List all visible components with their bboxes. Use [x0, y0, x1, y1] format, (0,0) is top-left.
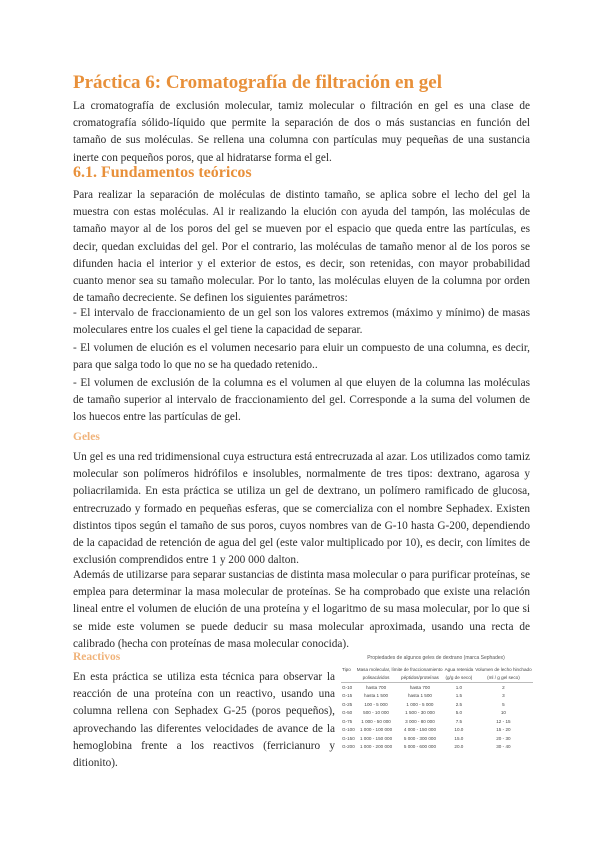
- table-subheader-row: [341, 674, 533, 683]
- table-cell: 3: [502, 693, 505, 699]
- table-row: [341, 683, 533, 692]
- table-row: [341, 743, 533, 752]
- table-title: Propiedades de algunos geles de dextrano (marca Sephadex): [367, 655, 505, 661]
- table-cell: 10.0: [454, 727, 464, 733]
- table-cell: G-10: [342, 684, 353, 690]
- table-cell: 15 - 20: [496, 727, 511, 733]
- sephadex-table: [341, 655, 531, 755]
- table-cell: G-75: [342, 718, 353, 724]
- table-row: [341, 709, 533, 718]
- table-row: [341, 734, 533, 743]
- table-cell: 1 000 - 150 000: [359, 735, 393, 741]
- table-cell: 1 500 - 30 000: [405, 710, 435, 716]
- table-cell: 7.5: [455, 718, 463, 724]
- geles-paragraph-1: Un gel es una red tridimensional cuya estructura está entrecruzada al azar. Los utilizados como tamiz molecular son polímeros hidrófilos e insolubles, normalmente de tres tipos: dextrano, agarosa y poliacrilamida. En esta práctica se utiliza un gel de dextrano, un polímero ramificado de glucosa, entrecruzado y formado en pequeñas esferas, que se comercializa con el nombre Sephadex. Existen distintos tipos según el tamaño de sus poros, cuyos nombres van de G-10 hasta G-200, dependiendo de la capacidad de retención de agua del gel (este valor multiplicado por 10), es decir, con límites de exclusión comprendidos entre 1 y 200 000 dalton.: [73, 451, 530, 567]
- table-subheader-cell: (ml / g gel seco): [487, 675, 520, 681]
- table-cell: G-50: [342, 710, 353, 716]
- table-header-row: [341, 665, 533, 674]
- table-cell: 3 000 - 80 000: [405, 718, 435, 724]
- table-row: [341, 692, 533, 701]
- table-cell: hasta 700: [365, 684, 387, 690]
- table-cell: 1 000 - 200 000: [359, 744, 393, 750]
- table-subheader-cell: polisacáridos: [362, 675, 390, 681]
- table-cell: 1.0: [455, 684, 463, 690]
- bullet-elucion: - El volumen de elución es el volumen necesario para eluir un compuesto de una columna, es decir, para que salga todo lo que no se ha quedado retenido..: [73, 342, 530, 372]
- table-cell: 500 - 10 000: [363, 710, 389, 716]
- table-cell: G-150: [342, 735, 355, 741]
- table-cell: 10: [500, 710, 506, 716]
- table-header-cell: Volumen de lecho hinchado: [475, 666, 532, 672]
- table-row: [341, 717, 533, 726]
- section-heading: 6.1. Fundamentos teóricos: [73, 164, 252, 181]
- table-subheader-cell: péptidos/proteínas: [401, 675, 439, 681]
- geles-paragraph-2: Además de utilizarse para separar sustancias de distinta masa molecular o para purificar proteínas, se emplea para determinar la masa molecular de proteínas. Se ha comprobado que existe una relación lineal entre el volumen de elución de una proteína y el logaritmo de su masa molecular, por lo que si se mide este volumen se puede deducir su masa molecular aproximada, usando una recta de calibrado (hecha con proteínas de masa molecular conocida).: [73, 569, 530, 650]
- table-cell: hasta 1 500: [407, 693, 432, 699]
- reactivos-heading: Reactivos: [73, 651, 121, 663]
- reactivos-paragraph: En esta práctica se utiliza esta técnica para observar la reacción de una proteína con un reactivo, usando una columna rellena con Sephadex G-25 (poros pequeños), aprovechando las diferentes velocidades de avance de la hemoglobina frente a los reactivos (ferricianuro y ditionito).: [73, 671, 335, 770]
- table-subheader-cell: (g/g de seco): [445, 675, 473, 681]
- table-header-cell: Agua retenida: [444, 666, 474, 672]
- table-cell: 4 000 - 150 000: [403, 727, 437, 733]
- table-header-cell: Tipo: [342, 666, 351, 672]
- table-row: [341, 726, 533, 735]
- table-cell: 5: [502, 701, 505, 707]
- table-cell: 1 000 - 5 000: [406, 701, 434, 707]
- table-cell: G-200: [342, 744, 355, 750]
- geles-heading: Geles: [73, 431, 100, 443]
- bullet-fraccionamiento: - El intervalo de fraccionamiento de un gel son los valores extremos (máximo y mínimo) de masas moleculares entre los cuales el gel tiene la capacidad de separar.: [73, 307, 530, 337]
- table-cell: hasta 1 500: [364, 693, 389, 699]
- table-cell: 2: [502, 684, 505, 690]
- table-cell: G-15: [342, 693, 353, 699]
- table-cell: G-100: [342, 727, 355, 733]
- table-cell: 5 000 - 300 000: [403, 735, 437, 741]
- table-cell: 5 000 - 600 000: [403, 744, 437, 750]
- table-cell: 1.5: [455, 693, 463, 699]
- table-cell: hasta 700: [409, 684, 431, 690]
- table-cell: 12 - 15: [496, 718, 511, 724]
- table-header-cell: Masa molecular, límite de fraccionamiento: [356, 666, 443, 672]
- section-paragraph: Para realizar la separación de moléculas de distinto tamaño, se aplica sobre el lecho del gel la muestra con estas moléculas. Al ir realizando la elución con ayuda del tampón, las moléculas de tamaño mayor al de los poros del gel se mueven por el espacio que queda entre las partículas, es decir, quedan excluidas del gel. Por el contrario, las moléculas de tamaño menor al de los poros se difunden hacia el interior y el exterior de estos, es decir, son retenidas, con mayor probabilidad cuanto menor sea su tamaño molecular. Por lo tanto, las moléculas eluyen de la columna por orden de tamaño decreciente. Se definen los siguientes parámetros:: [73, 189, 530, 305]
- page-title: Práctica 6: Cromatografía de filtración en gel: [73, 72, 442, 93]
- table-cell: 20.0: [454, 744, 464, 750]
- table-cell: 30 - 40: [496, 744, 511, 750]
- table-cell: 20 - 30: [496, 735, 511, 741]
- table-cell: 100 - 5 000: [364, 701, 388, 707]
- table-row: [341, 700, 533, 709]
- table-cell: 2.5: [455, 701, 463, 707]
- table-cell: 15.0: [454, 735, 464, 741]
- table-cell: G-25: [342, 701, 353, 707]
- table-cell: 5.0: [455, 710, 463, 716]
- intro-paragraph: La cromatografía de exclusión molecular, tamiz molecular o filtración en gel es una clase de cromatografía sólido-líquido que permite la separación de dos o más sustancias en función del tamaño de sus moléculas. Se rellena una columna con partículas muy pequeñas de una sustancia inerte con pequeños poros, que al hidratarse forma el gel.: [73, 100, 530, 164]
- table-cell: 1 000 - 50 000: [361, 718, 391, 724]
- bullet-exclusion: - El volumen de exclusión de la columna es el volumen al que eluyen de la columna las moléculas de tamaño superior al intervalo de fraccionamiento del gel. Corresponde a la suma del volumen de los huecos entre las partículas de gel.: [73, 377, 530, 424]
- table-cell: 1 000 - 100 000: [359, 727, 393, 733]
- table-subheader-cell: [341, 674, 356, 683]
- properties-table: [341, 665, 533, 751]
